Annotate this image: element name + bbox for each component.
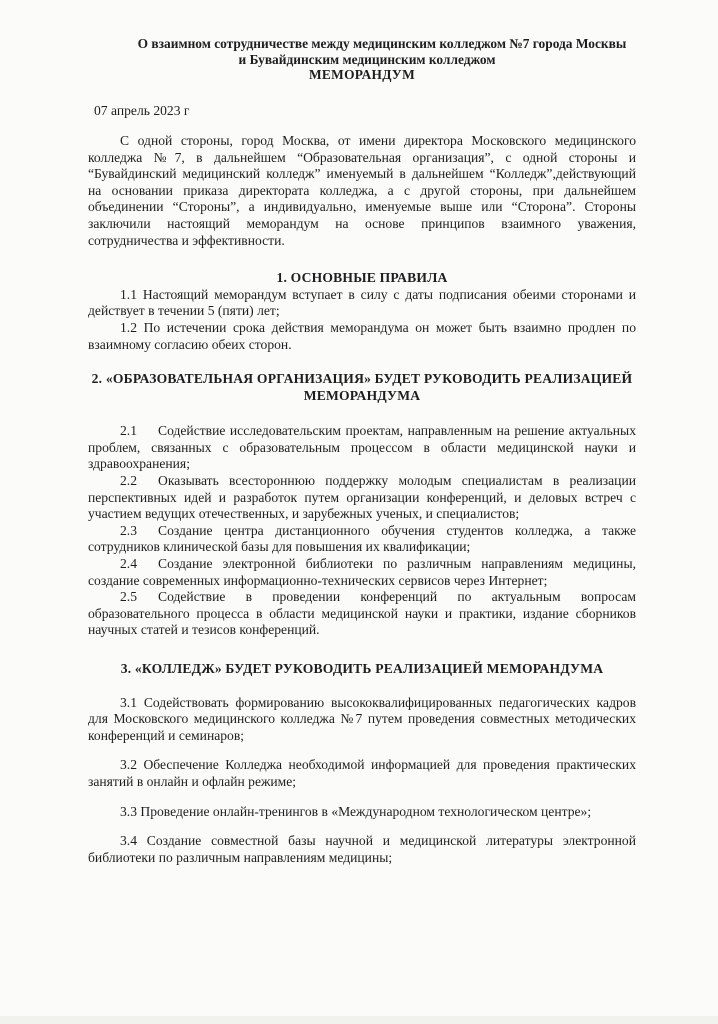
title-line-2: и Бувайдинским медицинским колледжом (238, 51, 496, 67)
section-1-item: 1.1 Настоящий меморандум вступает в силу с даты подписания обеими сторонами и действует в течении 5 (пяти) лет; (88, 286, 636, 319)
item-text: Содействие исследовательским проектам, направленным на решение актуальных проблем, связанных с образовательным процессом в области медицинской науки и здравоохранения; (88, 423, 636, 472)
section-3-item: 3.2 Обеспечение Колледжа необходимой информацией для проведения практических занятий в онлайн и офлайн режиме; (88, 757, 636, 789)
section-1-item: 1.2 По истечении срока действия меморандума он может быть взаимно продлен по взаимному согласию обеих сторон. (88, 320, 636, 352)
section-3-item: 3.1 Содействовать формированию высококвалифицированных педагогических кадров для Московского медицинского колледжа №7 путем проведения совместных методических конференций и семинаров; (88, 694, 636, 743)
section-3-item: 3.4 Создание совместной базы научной и медицинской литературы электронной библиотеки по различным направлениям медицины; (88, 833, 636, 865)
document-header (88, 36, 636, 83)
item-number: 2.5 (120, 589, 137, 605)
section-2-item (88, 473, 636, 523)
section-3-items (88, 695, 636, 867)
item-number: 2.1 (120, 423, 137, 439)
section-2-heading-line-1: 2. «ОБРАЗОВАТЕЛЬНАЯ ОРГАНИЗАЦИЯ» БУДЕТ РУКОВОДИТЬ РЕАЛИЗАЦИЕЙ (91, 371, 633, 387)
section-2-items (88, 423, 636, 639)
document-date: 07 апрель 2023 г (94, 102, 190, 118)
item-text: Содействие в проведении конференций по актуальным вопросам образовательного процесса в области медицинской науки и практики, издание сборников научных статей и тезисов конференций. (88, 589, 636, 638)
section-2-item (88, 589, 636, 639)
document-body (88, 36, 636, 879)
item-text: Создание электронной библиотеки по различным направлениям медицины, создание современных информационно-технических сервисов через Интернет; (88, 555, 636, 588)
section-2-item (88, 523, 636, 556)
section-1-heading: 1. ОСНОВНЫЕ ПРАВИЛА (276, 270, 448, 286)
item-number: 2.4 (120, 555, 137, 571)
document-type: МЕМОРАНДУМ (308, 67, 416, 82)
section-3-item: 3.3 Проведение онлайн-тренингов в «Международном технологическом центре»; (120, 803, 592, 819)
scan-edge (0, 1016, 718, 1024)
section-2-heading-line-2: МЕМОРАНДУМА (303, 388, 421, 404)
intro-paragraph: С одной стороны, город Москва, от имени директора Московского медицинского колледжа №7, в дальнейшем “Образовательная организация”, с одной стороны и “Бувайдинский медицинский колледж” именуемый в дальнейшем “Колледж”,действующий на основании приказа директората колледжа, а с другой стороны, при дальнейшем объединении “Стороны”, а индивидуально, именуемые выше или “Сторона”. Стороны заключили настоящий меморандум на основе принципов взаимного уважения, сотрудничества и эффективности. (88, 133, 636, 248)
item-number: 2.2 (120, 473, 137, 488)
item-number: 2.3 (120, 522, 137, 538)
item-text: Создание центра дистанционного обучения студентов колледжа, а также сотрудников клинической базы для повышения их квалификации; (88, 522, 636, 555)
section-2-heading (88, 370, 636, 404)
section-2-item (88, 423, 636, 473)
section-2-item (88, 556, 636, 589)
item-text: Оказывать всестороннюю поддержку молодым специалистам в реализации перспективных идей и разработок путем организации конференций, и деловых встреч с участием ведущих отечественных, и зарубежных ученых, и специалистов; (88, 473, 636, 522)
section-3-heading: 3. «КОЛЛЕДЖ» БУДЕТ РУКОВОДИТЬ РЕАЛИЗАЦИЕЙ МЕМОРАНДУМА (120, 660, 604, 676)
title-line-1: О взаимном сотрудничестве между медицинским колледжом №7 города Москвы (137, 36, 627, 51)
